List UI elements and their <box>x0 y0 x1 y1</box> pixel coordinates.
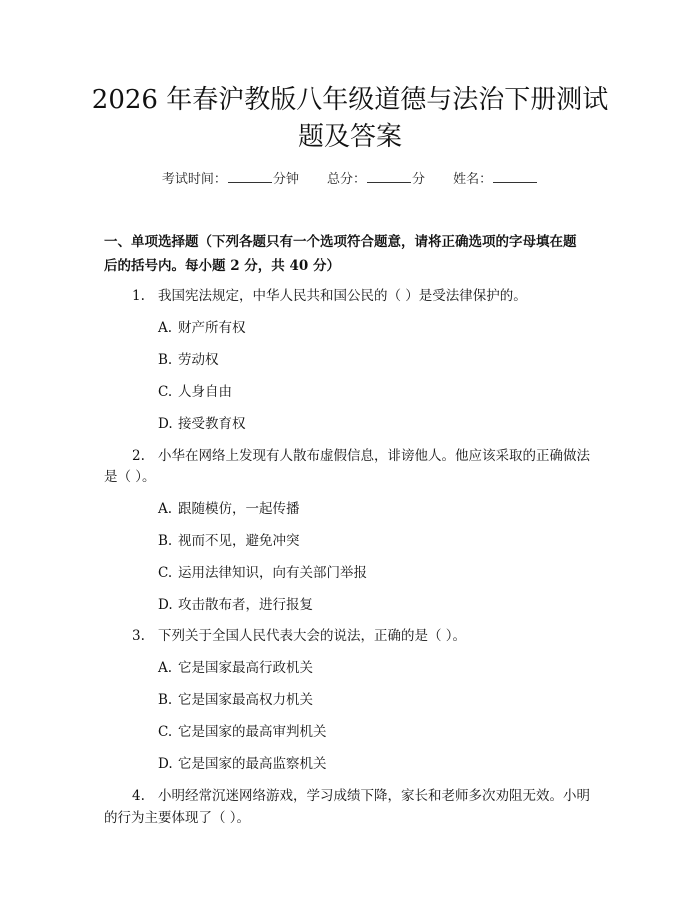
question-1 <box>132 284 527 304</box>
question-3-option-b[interactable] <box>158 688 313 708</box>
question-2-continued <box>104 465 156 485</box>
option-text: 接受教育权 <box>178 416 246 432</box>
exam-time-unit: 分钟 <box>272 172 299 187</box>
option-text: 它是国家最高行政机关 <box>178 660 313 676</box>
question-number: 4. <box>132 788 145 804</box>
option-letter: C. <box>158 384 173 400</box>
student-name-label: 姓名： <box>453 172 493 187</box>
option-text: 劳动权 <box>178 352 219 368</box>
question-text: 下列关于全国人民代表大会的说法，正确的是（ ）。 <box>158 628 467 644</box>
question-number: 3. <box>132 628 145 644</box>
question-2-option-a[interactable] <box>158 497 300 517</box>
question-1-option-d[interactable] <box>158 412 246 432</box>
option-text: 攻击散布者，进行报复 <box>178 597 313 613</box>
exam-time-label: 考试时间： <box>161 172 227 187</box>
question-text-continued: 是（ ）。 <box>104 469 156 485</box>
option-text: 跟随模仿，一起传播 <box>178 501 300 517</box>
option-text: 人身自由 <box>178 384 232 400</box>
option-letter: C. <box>158 565 173 581</box>
section-heading-line-2: 后的括号内。每小题 2 分，共 40 分） <box>104 258 340 274</box>
total-score-unit: 分 <box>412 172 426 187</box>
option-letter: A. <box>158 501 173 517</box>
question-2 <box>132 444 590 464</box>
question-number: 1. <box>132 288 145 304</box>
question-2-option-d[interactable] <box>158 593 313 613</box>
total-score <box>327 168 425 187</box>
question-3-option-a[interactable] <box>158 656 313 676</box>
option-text: 财产所有权 <box>178 320 246 336</box>
total-score-blank[interactable] <box>367 170 411 183</box>
option-text: 运用法律知识，向有关部门举报 <box>178 565 367 581</box>
question-1-option-b[interactable] <box>158 348 219 368</box>
total-score-label: 总分： <box>326 172 366 187</box>
exam-meta <box>0 168 700 187</box>
option-letter: C. <box>158 724 173 740</box>
document-title-line-2: 题及答案 <box>297 122 402 152</box>
student-name-blank[interactable] <box>493 170 537 183</box>
exam-time-blank[interactable] <box>228 170 272 183</box>
option-letter: D. <box>158 597 173 613</box>
option-text: 它是国家最高权力机关 <box>178 692 313 708</box>
question-2-option-b[interactable] <box>158 529 300 549</box>
option-text: 它是国家的最高审判机关 <box>178 724 327 740</box>
question-1-option-a[interactable] <box>158 316 246 336</box>
question-3 <box>132 624 466 644</box>
question-text: 我国宪法规定，中华人民共和国公民的（ ）是受法律保护的。 <box>158 288 527 304</box>
question-1-option-c[interactable] <box>158 380 232 400</box>
option-letter: B. <box>158 692 173 708</box>
question-4 <box>132 784 590 804</box>
question-text: 小华在网络上发现有人散布虚假信息，诽谤他人。他应该采取的正确做法 <box>158 448 590 464</box>
option-letter: A. <box>158 660 173 676</box>
question-3-option-d[interactable] <box>158 752 327 772</box>
student-name <box>453 168 538 187</box>
document-title-line-1: 2026 年春沪教版八年级道德与法治下册测试 <box>91 85 609 115</box>
option-letter: D. <box>158 416 173 432</box>
question-2-option-c[interactable] <box>158 561 367 581</box>
question-4-continued <box>104 806 250 826</box>
option-text: 它是国家的最高监察机关 <box>178 756 327 772</box>
exam-time <box>162 168 299 187</box>
question-3-option-c[interactable] <box>158 720 327 740</box>
question-text: 小明经常沉迷网络游戏，学习成绩下降，家长和老师多次劝阻无效。小明 <box>158 788 590 804</box>
option-letter: D. <box>158 756 173 772</box>
option-letter: B. <box>158 352 173 368</box>
question-text-continued: 的行为主要体现了（ ）。 <box>104 810 251 826</box>
section-heading-line-1: 一、单项选择题（下列各题只有一个选项符合题意，请将正确选项的字母填在题 <box>104 234 577 250</box>
question-number: 2. <box>132 448 145 464</box>
option-letter: A. <box>158 320 173 336</box>
option-letter: B. <box>158 533 173 549</box>
option-text: 视而不见，避免冲突 <box>178 533 300 549</box>
